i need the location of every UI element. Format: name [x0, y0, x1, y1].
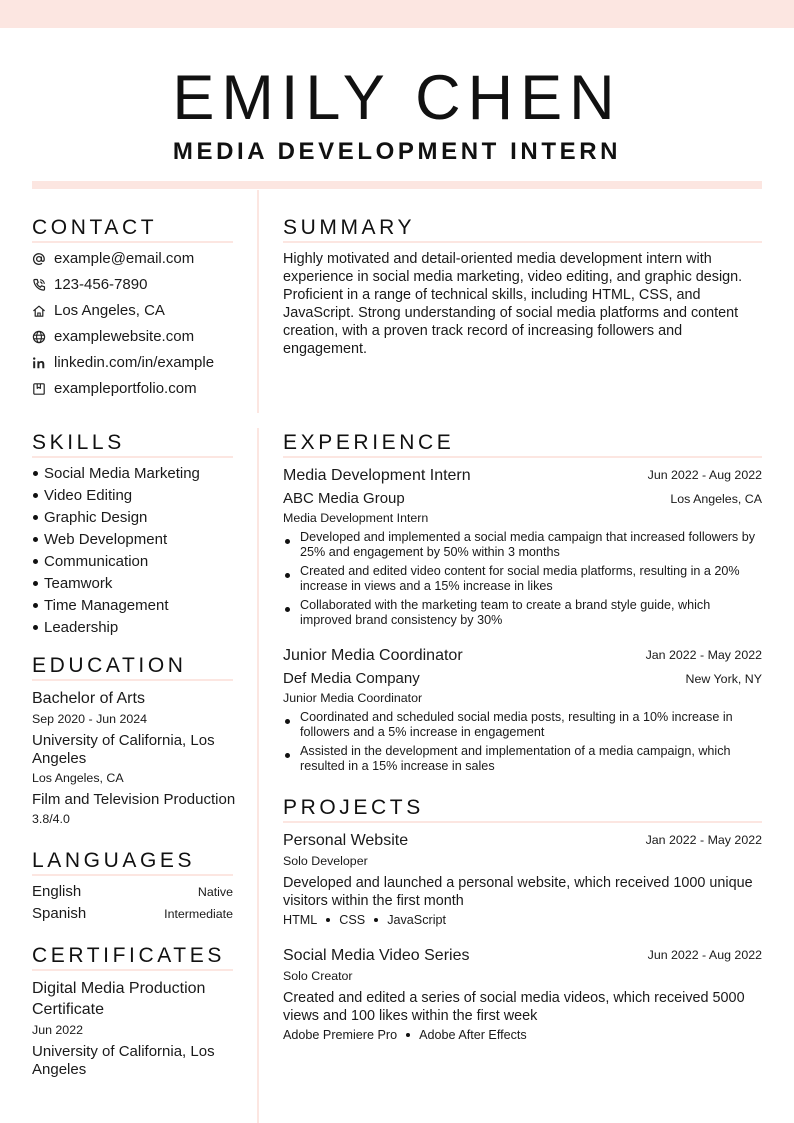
bullet-dot: [285, 753, 290, 758]
project-role: Solo Creator: [283, 969, 353, 983]
job-dates: Jun 2022 - Aug 2022: [647, 468, 762, 482]
job-role: Media Development Intern: [283, 467, 471, 484]
tag-separator: [326, 918, 330, 922]
contact-website-text: examplewebsite.com: [54, 328, 195, 345]
job-subtitle: Media Development Intern: [283, 511, 429, 525]
skill-item: [32, 531, 167, 549]
tag-separator: [374, 918, 378, 922]
column-divider-top: [257, 190, 259, 413]
bullet-dot: [33, 493, 38, 498]
left-column: [32, 0, 236, 1123]
project-tag: HTML: [283, 913, 318, 927]
project-role: Solo Developer: [283, 854, 368, 868]
bullet-dot: [285, 539, 290, 544]
contact-portfolio-text: exampleportfolio.com: [54, 380, 197, 397]
certificate-date: Jun 2022: [32, 1023, 83, 1037]
bullet-dot: [33, 581, 38, 586]
projects-heading: PROJECTS: [283, 796, 762, 823]
skill-label: Web Development: [44, 531, 168, 548]
skill-label: Graphic Design: [44, 509, 148, 526]
language-name: Spanish: [32, 905, 87, 922]
project-tag: Adobe After Effects: [419, 1028, 527, 1042]
job-bullet-text: Developed and implemented a social media campaign that increased followers by 25% and engagement by 50% within 3 months: [300, 530, 756, 559]
bullet-dot: [33, 537, 38, 542]
job-dates: Jan 2022 - May 2022: [645, 648, 762, 662]
project-tags: [283, 913, 446, 928]
project-name: Personal Website: [283, 832, 409, 849]
project-dates: Jun 2022 - Aug 2022: [647, 948, 762, 962]
skill-label: Time Management: [44, 597, 169, 614]
languages-heading: LANGUAGES: [32, 849, 233, 876]
skills-heading: SKILLS: [32, 431, 233, 458]
skill-label: Social Media Marketing: [44, 465, 200, 482]
job-bullet-text: Assisted in the development and implementation of a media campaign, which resulted in a 15% increase in sales: [300, 744, 731, 773]
skill-label: Teamwork: [44, 575, 113, 592]
project-tag: CSS: [339, 913, 366, 927]
education-school: University of California, Los Angeles: [32, 732, 215, 767]
bullet-dot: [33, 515, 38, 520]
project-tag: JavaScript: [387, 913, 446, 927]
bullet-dot: [33, 603, 38, 608]
home-icon: [32, 304, 46, 318]
project-name: Social Media Video Series: [283, 947, 470, 964]
project-tag: Adobe Premiere Pro: [283, 1028, 398, 1042]
globe-icon: [32, 330, 46, 344]
summary-heading: SUMMARY: [283, 216, 762, 243]
contact-phone-text: 123-456-7890: [54, 276, 148, 293]
resume-title: MEDIA DEVELOPMENT INTERN: [172, 138, 622, 165]
language-name: English: [32, 883, 82, 900]
portfolio-icon: [32, 382, 46, 396]
education-dates: Sep 2020 - Jun 2024: [32, 712, 148, 726]
contact-email-text: example@email.com: [54, 250, 195, 267]
contact-location-text: Los Angeles, CA: [54, 302, 165, 319]
skill-item: [32, 553, 148, 571]
contact-linkedin-text: linkedin.com/in/example: [54, 354, 215, 371]
bullet-dot: [33, 471, 38, 476]
job-bullet-text: Coordinated and scheduled social media posts, resulting in a 10% increase in followers and a 5% increase in engagement: [300, 710, 733, 739]
education-degree: Bachelor of Arts: [32, 690, 145, 707]
experience-heading: EXPERIENCE: [283, 431, 762, 458]
project-description: Created and edited a series of social media videos, which received 5000 views and 100 likes within the first week: [283, 990, 745, 1024]
at-icon: [32, 252, 46, 266]
job-company: Def Media Company: [283, 670, 420, 687]
skill-item: [32, 487, 132, 505]
bullet-dot: [285, 719, 290, 724]
certificate-name: Digital Media Production Certificate: [32, 980, 206, 1018]
skill-item: [32, 465, 200, 483]
education-gpa: 3.8/4.0: [32, 812, 70, 826]
job-location: Los Angeles, CA: [670, 492, 762, 506]
job-location: New York, NY: [685, 672, 762, 686]
skill-label: Video Editing: [44, 487, 133, 504]
skill-item: [32, 575, 112, 593]
job-bullet-text: Created and edited video content for social media platforms, resulting in a 20% increase in views and a 15% increase in likes: [300, 564, 740, 593]
job-subtitle: Junior Media Coordinator: [283, 691, 423, 705]
job-bullet-text: Collaborated with the marketing team to create a brand style guide, which improved brand consistency by 30%: [300, 598, 711, 627]
education-heading: EDUCATION: [32, 654, 233, 681]
education-location: Los Angeles, CA: [32, 771, 124, 785]
bullet-dot: [33, 625, 38, 630]
tag-separator: [406, 1033, 410, 1037]
skill-item: [32, 509, 147, 527]
skill-item: [32, 619, 118, 637]
language-level: Native: [197, 885, 233, 899]
project-tags: [283, 1028, 527, 1043]
language-level: Intermediate: [164, 907, 233, 921]
contact-heading: CONTACT: [32, 216, 233, 243]
summary-text: Highly motivated and detail-oriented media development intern with experience in social media marketing, video editing, and graphic design. Proficient in a range of technical skills, including HTML, CSS, and JavaScript. Strong understanding of social media platforms and content creation, with a proven track record of increasing followers and engagement.: [283, 251, 743, 357]
certificates-heading: CERTIFICATES: [32, 944, 233, 971]
skill-item: [32, 597, 169, 615]
project-description: Developed and launched a personal website, which received 1000 unique visitors within the first month: [283, 875, 753, 909]
project-dates: Jan 2022 - May 2022: [645, 833, 762, 847]
bullet-dot: [285, 573, 290, 578]
skill-label: Leadership: [44, 619, 119, 636]
education-major: Film and Television Production: [32, 791, 236, 808]
resume-name: EMILY CHEN: [172, 63, 622, 133]
bullet-dot: [33, 559, 38, 564]
certificate-issuer: University of California, Los Angeles: [32, 1043, 215, 1078]
job-role: Junior Media Coordinator: [283, 647, 463, 664]
bullet-dot: [285, 607, 290, 612]
column-divider-bottom: [257, 428, 259, 1123]
phone-icon: [32, 278, 46, 292]
job-company: ABC Media Group: [283, 490, 405, 507]
right-column: [283, 0, 762, 1123]
linkedin-icon: [32, 356, 46, 370]
skill-label: Communication: [44, 553, 149, 570]
